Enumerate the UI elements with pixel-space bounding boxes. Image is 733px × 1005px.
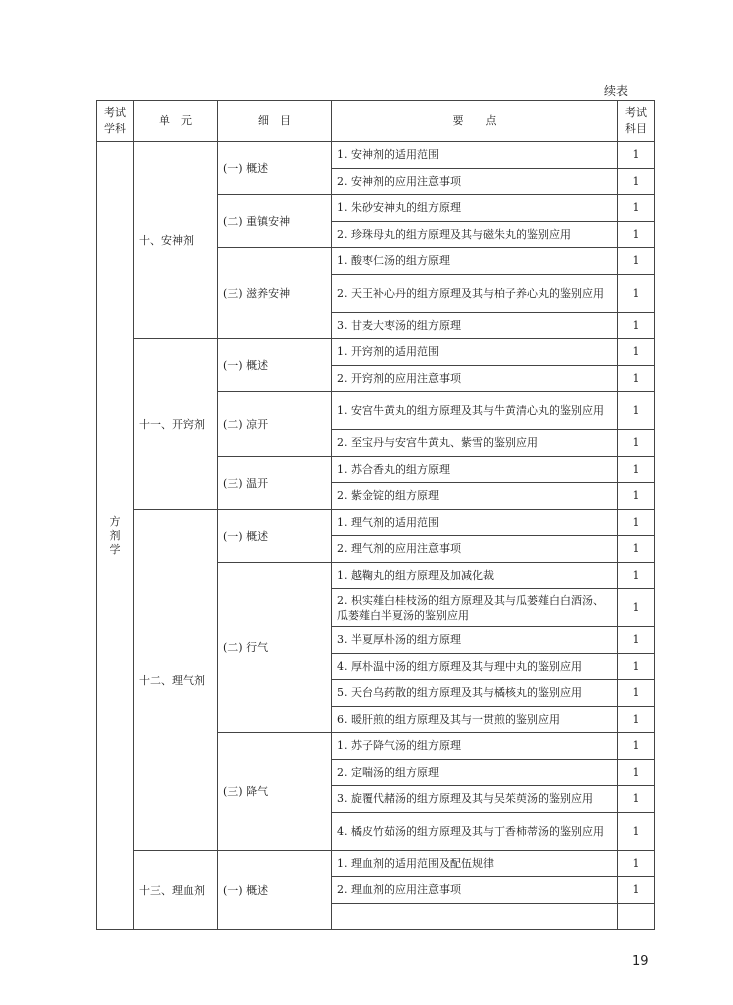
point-cell: 2. 理气剂的应用注意事项 [332, 536, 618, 563]
level-cell: 1 [618, 168, 655, 195]
level-cell: 1 [618, 536, 655, 563]
point-cell: 1. 理血剂的适用范围及配伍规律 [332, 850, 618, 877]
item-cell: (一) 概述 [218, 142, 332, 195]
point-cell: 2. 珍珠母丸的组方原理及其与磁朱丸的鉴别应用 [332, 221, 618, 248]
item-cell: (三) 滋养安神 [218, 248, 332, 339]
point-cell: 2. 理血剂的应用注意事项 [332, 877, 618, 904]
point-cell: 1. 苏合香丸的组方原理 [332, 456, 618, 483]
point-cell: 1. 安宫牛黄丸的组方原理及其与牛黄清心丸的鉴别应用 [332, 392, 618, 430]
unit-cell: 十一、开窍剂 [134, 339, 218, 510]
point-cell: 2. 定喘汤的组方原理 [332, 759, 618, 786]
point-cell: 1. 开窍剂的适用范围 [332, 339, 618, 366]
table-row [97, 509, 655, 536]
level-cell: 1 [618, 483, 655, 510]
level-cell: 1 [618, 733, 655, 760]
item-cell: (一) 概述 [218, 509, 332, 562]
point-cell: 4. 橘皮竹茹汤的组方原理及其与丁香柿蒂汤的鉴别应用 [332, 812, 618, 850]
level-cell: 1 [618, 221, 655, 248]
level-cell: 1 [618, 786, 655, 813]
item-cell: (一) 概述 [218, 339, 332, 392]
syllabus-table [96, 100, 655, 930]
level-cell: 1 [618, 759, 655, 786]
unit-cell: 十、安神剂 [134, 142, 218, 339]
unit-cell: 十三、理血剂 [134, 850, 218, 930]
level-cell: 1 [618, 627, 655, 654]
point-cell: 1. 酸枣仁汤的组方原理 [332, 248, 618, 275]
level-cell: 1 [618, 142, 655, 169]
point-cell: 3. 半夏厚朴汤的组方原理 [332, 627, 618, 654]
item-cell: (三) 温开 [218, 456, 332, 509]
point-cell: 2. 天王补心丹的组方原理及其与柏子养心丸的鉴别应用 [332, 274, 618, 312]
point-cell: 3. 甘麦大枣汤的组方原理 [332, 312, 618, 339]
point-cell: 3. 旋覆代赭汤的组方原理及其与吴茱萸汤的鉴别应用 [332, 786, 618, 813]
level-cell: 1 [618, 392, 655, 430]
level-cell: 1 [618, 877, 655, 904]
level-cell: 1 [618, 430, 655, 457]
item-cell: (三) 降气 [218, 733, 332, 851]
level-cell: 1 [618, 274, 655, 312]
header-unit: 单 元 [134, 101, 218, 142]
item-cell: (二) 凉开 [218, 392, 332, 457]
header-item: 细 目 [218, 101, 332, 142]
continuation-point-cell [332, 903, 618, 930]
level-cell: 1 [618, 312, 655, 339]
point-cell: 5. 天台乌药散的组方原理及其与橘核丸的鉴别应用 [332, 680, 618, 707]
point-cell: 1. 苏子降气汤的组方原理 [332, 733, 618, 760]
subject-cell [97, 142, 134, 930]
item-cell: (二) 行气 [218, 562, 332, 733]
level-cell: 1 [618, 456, 655, 483]
level-cell: 1 [618, 653, 655, 680]
table-row [97, 339, 655, 366]
header-row [97, 101, 655, 142]
level-cell: 1 [618, 589, 655, 627]
point-cell: 2. 枳实薤白桂枝汤的组方原理及其与瓜蒌薤白白酒汤、瓜蒌薤白半夏汤的鉴别应用 [332, 589, 618, 627]
header-level: 考试科目 [618, 101, 655, 142]
level-cell: 1 [618, 248, 655, 275]
unit-cell: 十二、理气剂 [134, 509, 218, 850]
table-row [97, 850, 655, 877]
point-cell: 1. 朱砂安神丸的组方原理 [332, 195, 618, 222]
continued-label: 续表 [604, 84, 629, 98]
level-cell: 1 [618, 812, 655, 850]
table-body [97, 142, 655, 930]
continuation-level-cell [618, 903, 655, 930]
item-cell: (二) 重镇安神 [218, 195, 332, 248]
point-cell: 2. 开窍剂的应用注意事项 [332, 365, 618, 392]
point-cell: 1. 理气剂的适用范围 [332, 509, 618, 536]
header-point: 要 点 [332, 101, 618, 142]
point-cell: 1. 越鞠丸的组方原理及加减化裁 [332, 562, 618, 589]
subject-label: 方剂学 [109, 514, 121, 556]
page-number: 19 [632, 954, 649, 969]
level-cell: 1 [618, 706, 655, 733]
table-row [97, 142, 655, 169]
level-cell: 1 [618, 509, 655, 536]
point-cell: 2. 至宝丹与安宫牛黄丸、紫雪的鉴别应用 [332, 430, 618, 457]
level-cell: 1 [618, 365, 655, 392]
header-subject: 考试学科 [97, 101, 134, 142]
level-cell: 1 [618, 195, 655, 222]
point-cell: 2. 紫金锭的组方原理 [332, 483, 618, 510]
point-cell: 2. 安神剂的应用注意事项 [332, 168, 618, 195]
level-cell: 1 [618, 680, 655, 707]
point-cell: 1. 安神剂的适用范围 [332, 142, 618, 169]
point-cell: 4. 厚朴温中汤的组方原理及其与理中丸的鉴别应用 [332, 653, 618, 680]
item-cell: (一) 概述 [218, 850, 332, 930]
level-cell: 1 [618, 339, 655, 366]
level-cell: 1 [618, 850, 655, 877]
page-cut [96, 935, 654, 1005]
point-cell: 6. 暖肝煎的组方原理及其与一贯煎的鉴别应用 [332, 706, 618, 733]
level-cell: 1 [618, 562, 655, 589]
